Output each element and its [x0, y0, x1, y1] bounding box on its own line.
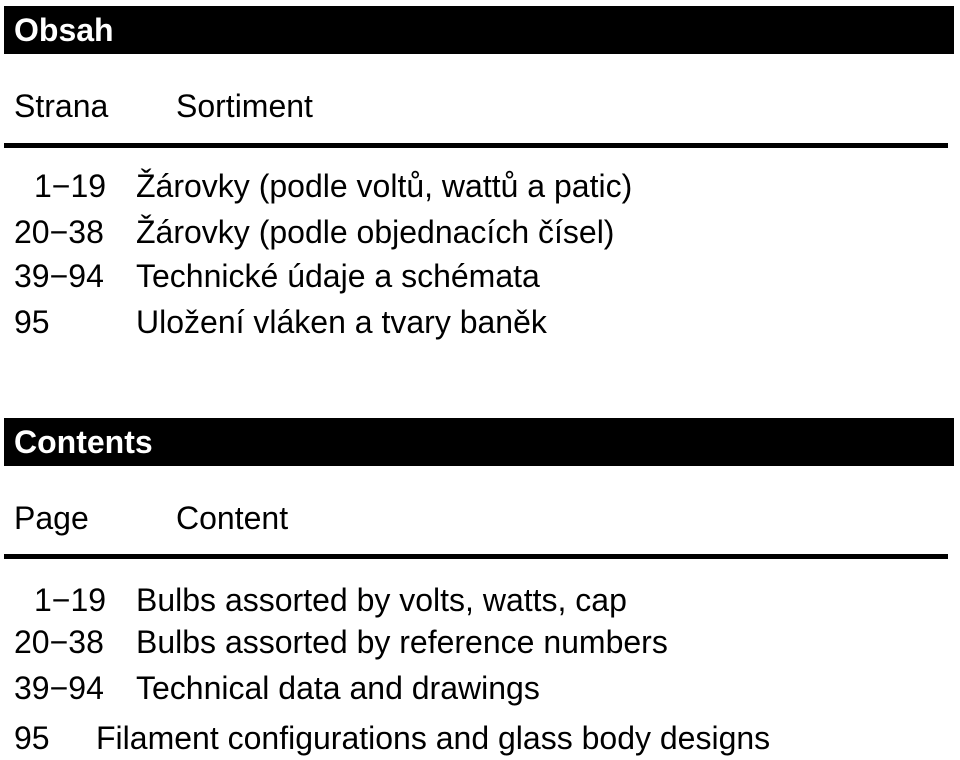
english-heading-banner [4, 418, 954, 466]
english-row [0, 624, 960, 660]
czech-row [0, 168, 960, 204]
english-row-text: Filament configurations and glass body designs [96, 720, 771, 756]
english-row [0, 582, 960, 618]
english-row-pages: 1−19 [34, 582, 107, 618]
english-row-pages: 39−94 [14, 670, 104, 706]
english-row [0, 720, 960, 756]
czech-heading-banner [4, 6, 954, 54]
czech-row-text: Žárovky (podle objednacích čísel) [136, 214, 615, 250]
english-row-text: Technical data and drawings [136, 670, 540, 706]
english-row-text: Bulbs assorted by volts, watts, cap [136, 582, 627, 618]
english-header-rule [4, 554, 948, 559]
czech-row-pages: 95 [14, 304, 50, 340]
czech-row-pages: 20−38 [14, 214, 104, 250]
english-heading: Contents [14, 424, 153, 460]
czech-content-column-header: Sortiment [176, 88, 313, 124]
czech-header-rule [4, 143, 948, 148]
czech-heading: Obsah [14, 12, 114, 48]
english-row-pages: 95 [14, 720, 50, 756]
english-row-pages: 20−38 [14, 624, 104, 660]
english-row-text: Bulbs assorted by reference numbers [136, 624, 668, 660]
czech-row [0, 214, 960, 250]
english-page-column-header: Page [14, 500, 89, 536]
czech-row-text: Žárovky (podle voltů, wattů a patic) [136, 168, 633, 204]
czech-row-text: Uložení vláken a tvary baněk [136, 304, 547, 340]
czech-row-pages: 1−19 [34, 168, 107, 204]
czech-page-column-header: Strana [14, 88, 109, 124]
english-content-column-header: Content [176, 500, 289, 536]
czech-row-text: Technické údaje a schémata [136, 258, 540, 294]
english-row [0, 670, 960, 706]
czech-row [0, 258, 960, 294]
czech-row [0, 304, 960, 340]
czech-row-pages: 39−94 [14, 258, 104, 294]
